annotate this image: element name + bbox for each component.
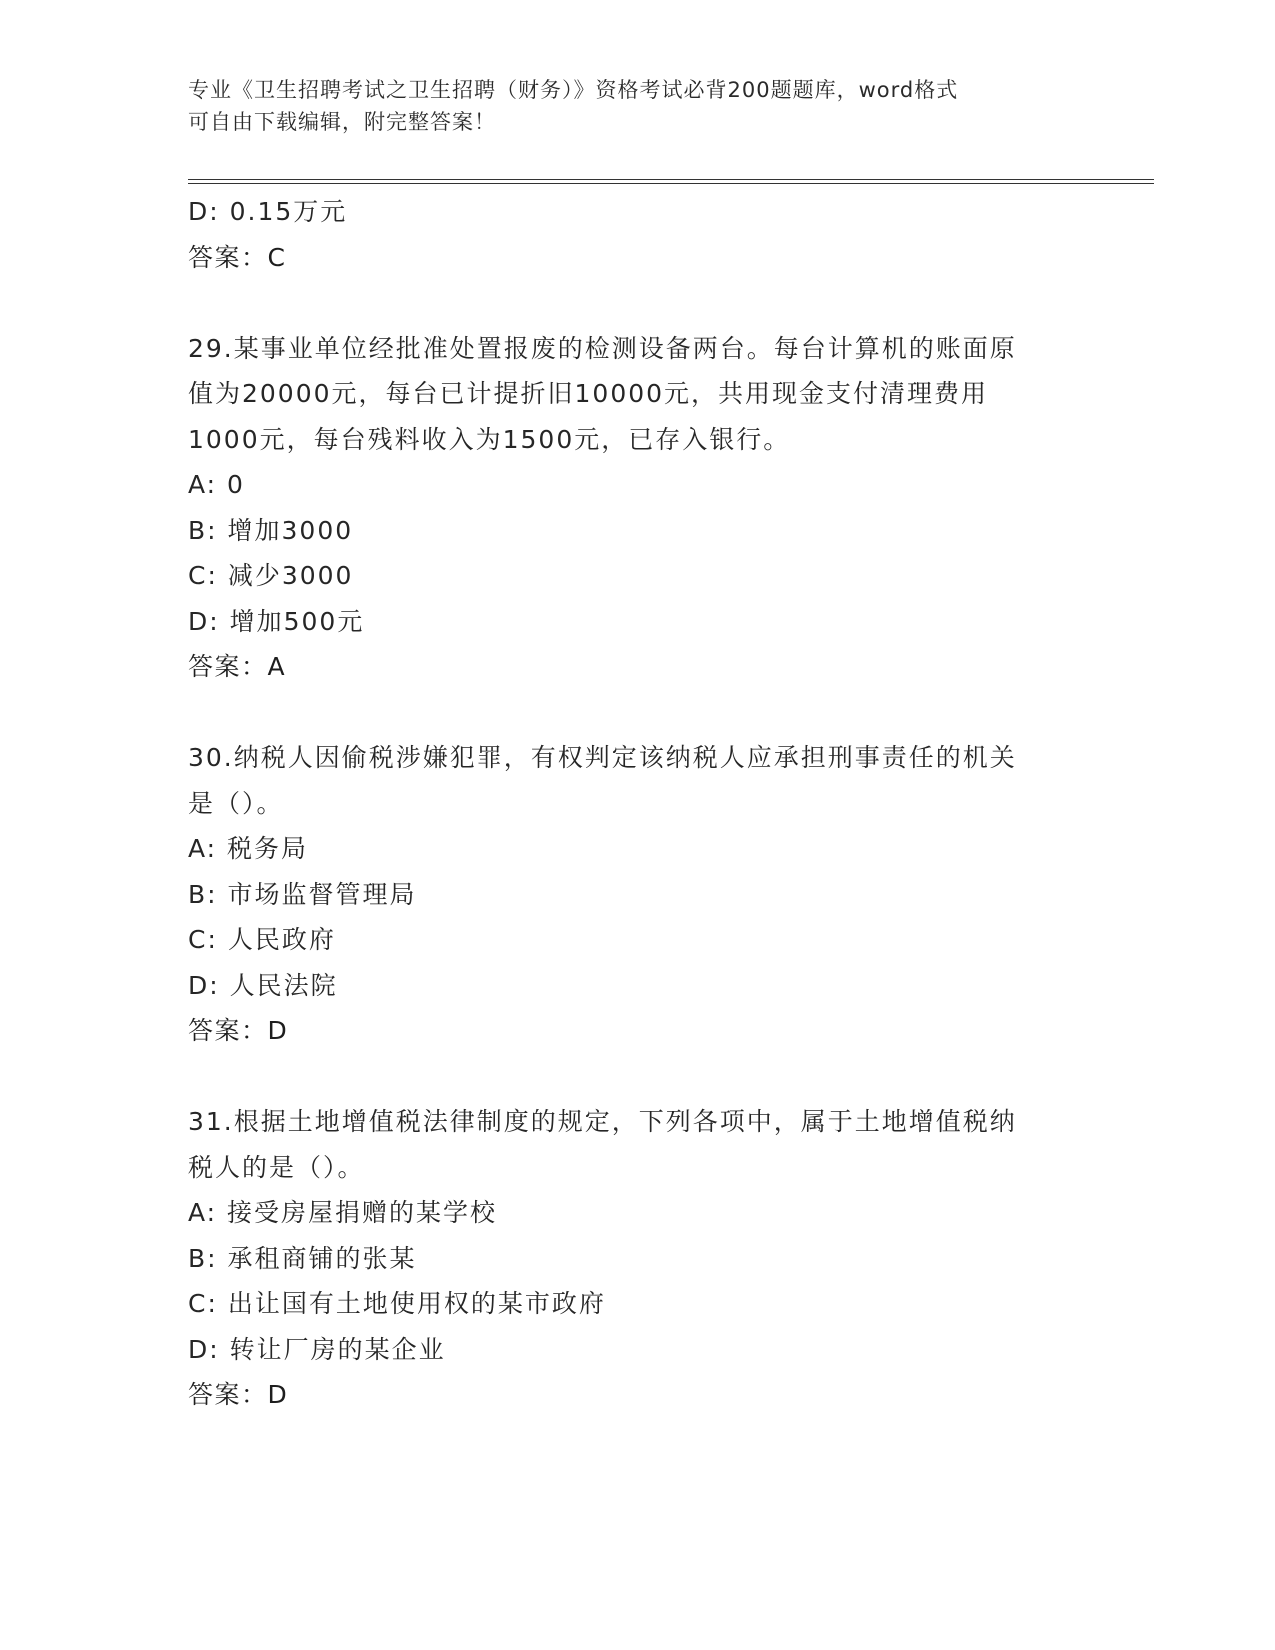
answer-line: 答案：C xyxy=(188,242,287,272)
header-line-2: 可自由下载编辑，附完整答案！ xyxy=(188,110,496,134)
question-stem-line: 30.纳税人因偷税涉嫌犯罪，有权判定该纳税人应承担刑事责任的机关 xyxy=(188,743,1017,772)
option-a: A: 接受房屋捐赠的某学校 xyxy=(188,1198,498,1227)
spacer xyxy=(188,690,1088,736)
option-a: A: 0 xyxy=(188,470,245,499)
question-stem-line: 值为20000元，每台已计提折旧10000元，共用现金支付清理费用 xyxy=(188,379,989,408)
prev-question-tail xyxy=(188,189,1088,280)
header-line-1: 专业《卫生招聘考试之卫生招聘（财务）》资格考试必背200题题库，word格式 xyxy=(188,78,959,102)
answer-line: 答案：A xyxy=(188,652,287,681)
option-c: C: 人民政府 xyxy=(188,925,336,954)
option-b: B: 增加3000 xyxy=(188,515,354,545)
question-content xyxy=(188,189,1088,1418)
option-d: D: 转让厂房的某企业 xyxy=(188,1334,446,1364)
spacer xyxy=(188,280,1088,326)
option-a: A: 税务局 xyxy=(188,834,309,863)
question-30 xyxy=(188,735,1088,1054)
option-b: B: 承租商铺的张某 xyxy=(188,1243,417,1273)
answer-line: 答案：D xyxy=(188,1016,289,1045)
question-29 xyxy=(188,326,1088,690)
option-b: B: 市场监督管理局 xyxy=(188,879,417,909)
option-d: D: 0.15万元 xyxy=(188,197,348,226)
option-c: C: 减少3000 xyxy=(188,561,354,590)
option-d: D: 人民法院 xyxy=(188,970,338,1000)
question-stem-line: 1000元，每台残料收入为1500元，已存入银行。 xyxy=(188,424,791,454)
question-31 xyxy=(188,1099,1088,1418)
spacer xyxy=(188,1054,1088,1100)
question-stem-line: 31.根据土地增值税法律制度的规定，下列各项中，属于土地增值税纳 xyxy=(188,1107,1017,1136)
option-d: D: 增加500元 xyxy=(188,606,365,636)
question-stem-line: 29.某事业单位经批准处置报废的检测设备两台。每台计算机的账面原 xyxy=(188,333,1017,363)
header-divider xyxy=(188,179,1154,184)
page-header xyxy=(188,74,1088,138)
option-c: C: 出让国有土地使用权的某市政府 xyxy=(188,1289,606,1318)
question-stem-line: 是（）。 xyxy=(188,788,284,818)
question-stem-line: 税人的是（）。 xyxy=(188,1152,365,1182)
answer-line: 答案：D xyxy=(188,1380,289,1409)
